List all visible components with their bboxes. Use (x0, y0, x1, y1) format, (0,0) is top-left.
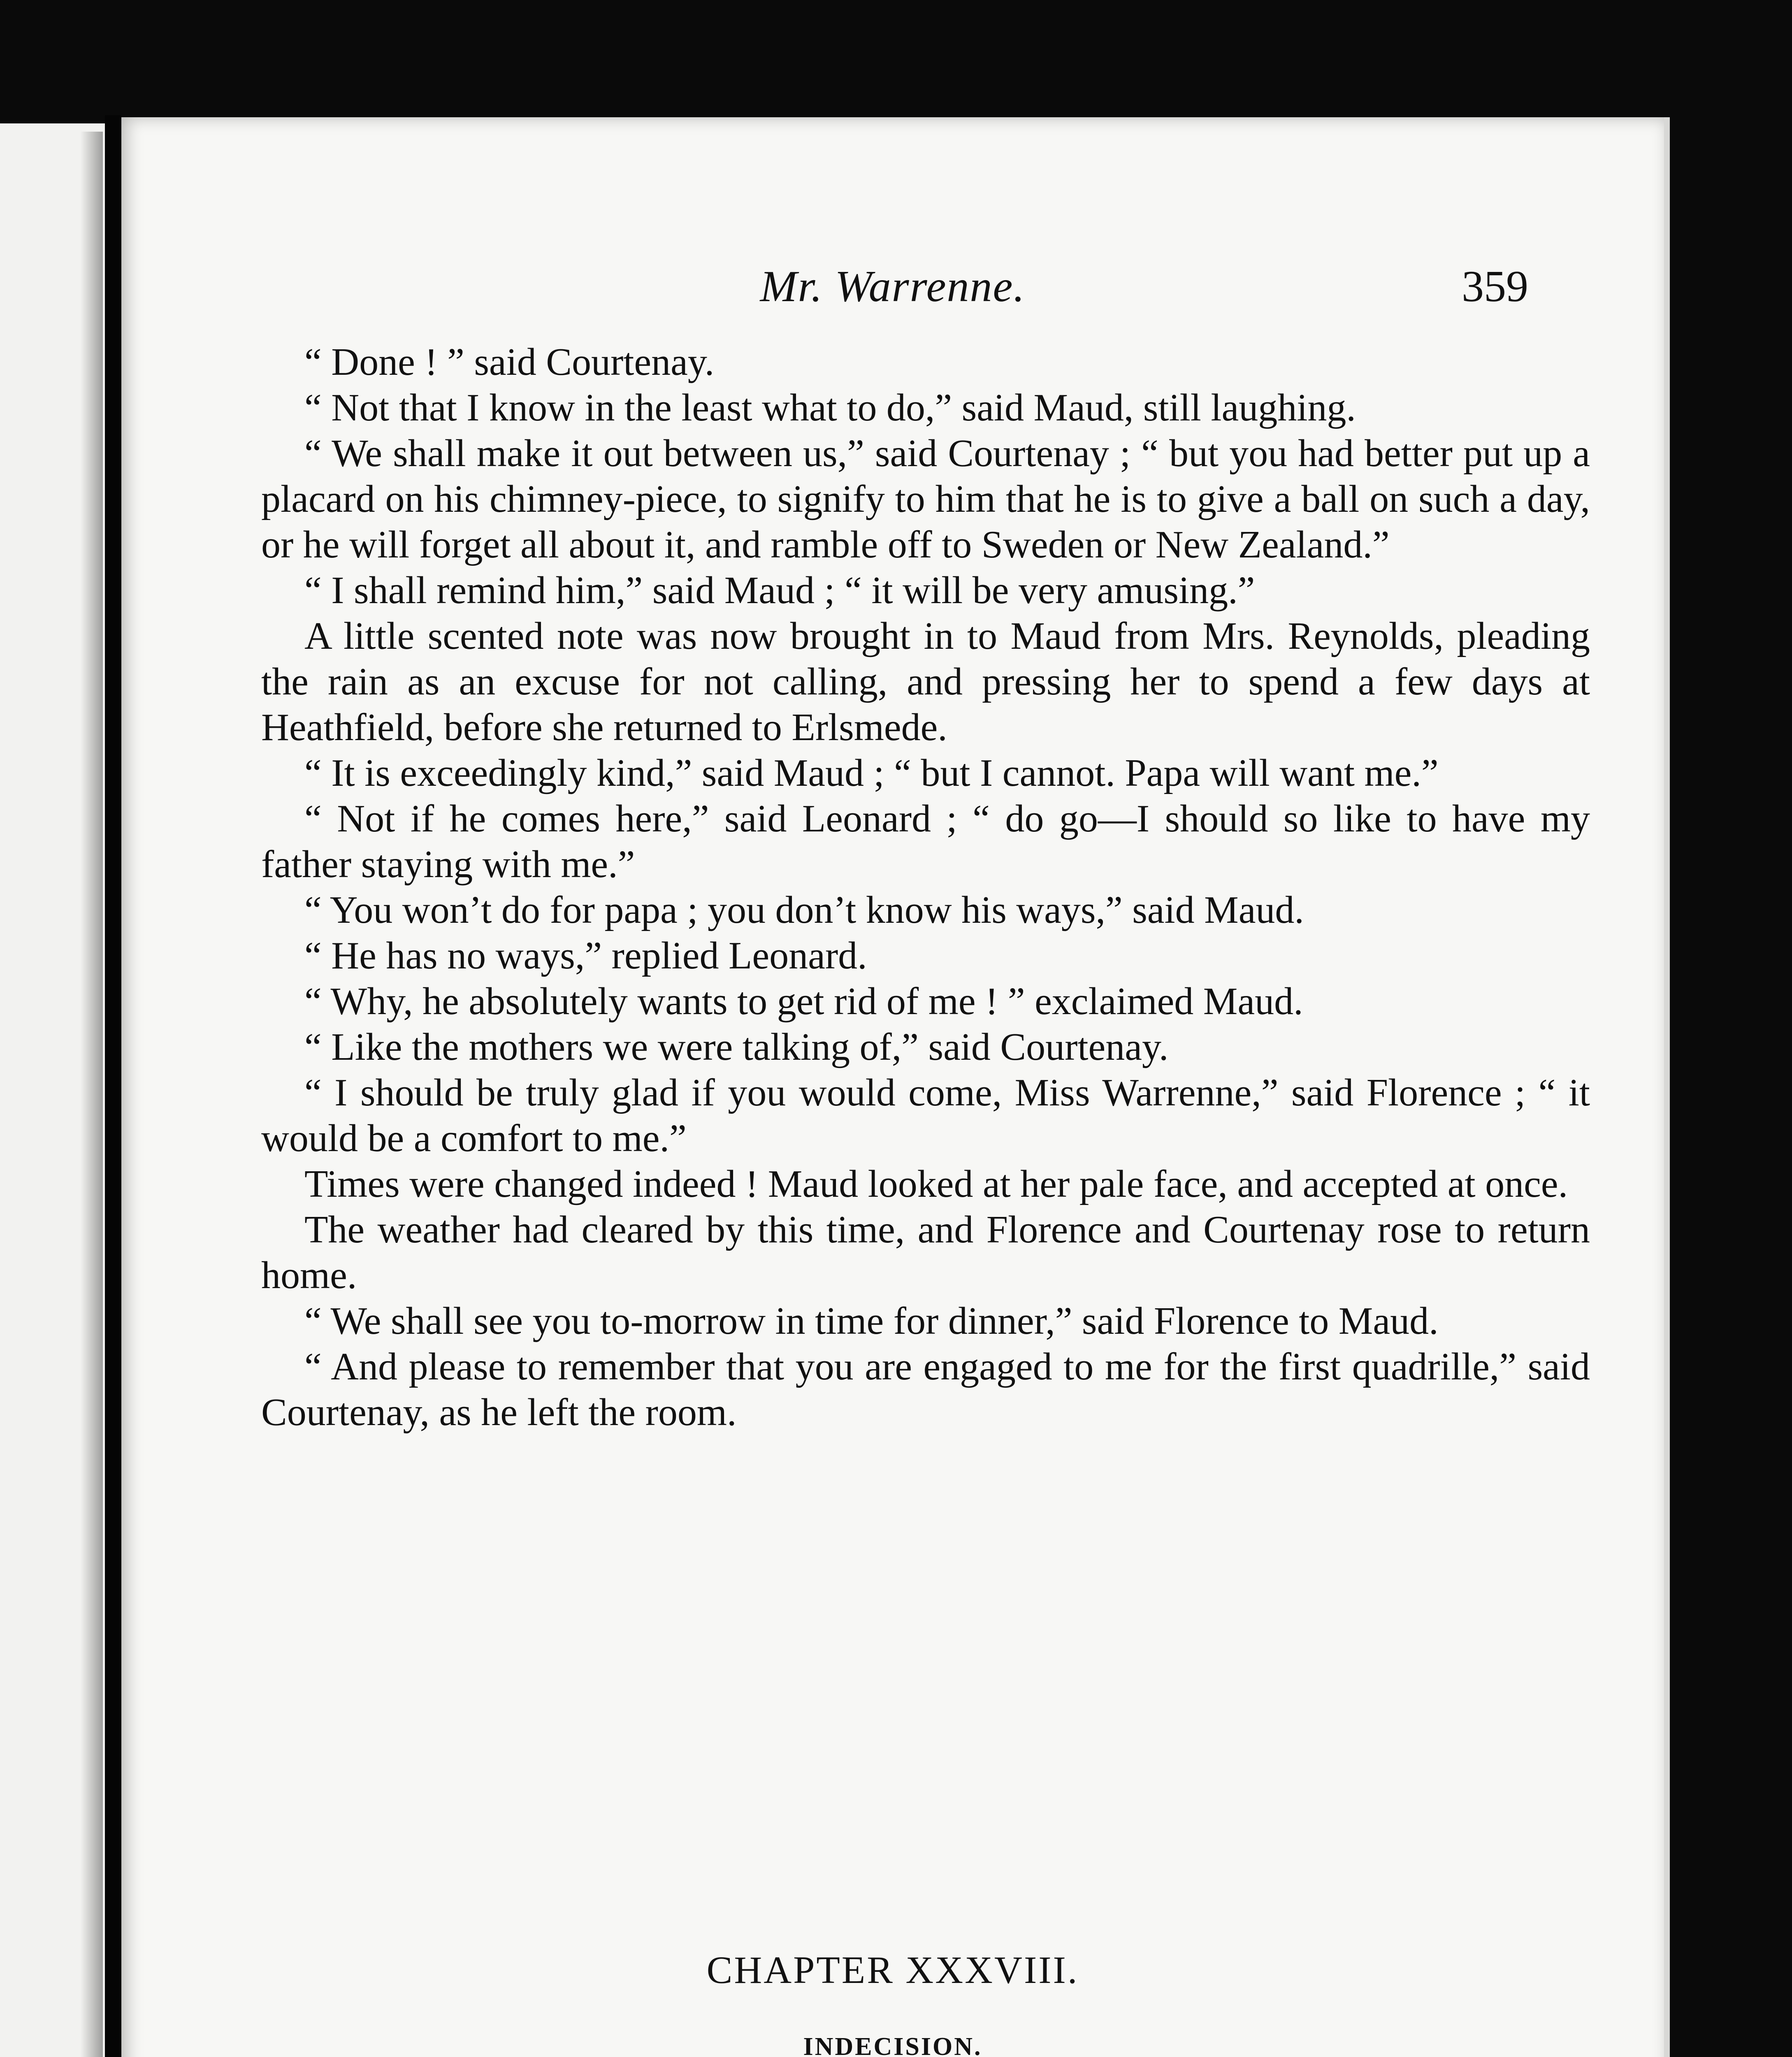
paragraph: “ Why, he absolutely wants to get rid of me ! ” exclaimed Maud. (304, 980, 1303, 1023)
paragraph: “ I shall remind him,” said Maud ; “ it will be very amusing.” (304, 569, 1255, 612)
paragraph: “ It is exceedingly kind,” said Maud ; “ but I cannot. Papa will want me.” (304, 752, 1439, 794)
paragraph: “ And please to remember that you are engaged to me for the first quadrille,” said Courtenay, as he left the room. (261, 1345, 1590, 1434)
chapter-subtitle: INDECISION. (803, 2033, 982, 2057)
left-page-shadow (80, 132, 103, 2057)
running-title: Mr. Warrenne. (760, 262, 1026, 311)
chapter-title: CHAPTER XXXVIII. (706, 1949, 1079, 1992)
page-header (121, 261, 1664, 323)
paragraph: The weather had cleared by this time, and Florence and Courtenay rose to return home. (261, 1208, 1590, 1297)
body-text-before-chapter (261, 339, 1590, 1435)
book-page (121, 117, 1670, 2057)
paragraph: “ He has no ways,” replied Leonard. (304, 934, 867, 977)
paragraph: “ We shall see you to-morrow in time for dinner,” said Florence to Maud. (304, 1300, 1439, 1342)
paragraph: A little scented note was now brought in to Maud from Mrs. Reynolds, pleading the rain as an excuse for not calling, and pressing her to spend a few days at Heathfield, before she returned to Erlsmede. (261, 615, 1590, 749)
page-number: 359 (1462, 262, 1528, 311)
paragraph: “ Done ! ” said Courtenay. (304, 341, 715, 383)
paragraph: “ We shall make it out between us,” said Courtenay ; “ but you had better put up a placard on his chimney-piece, to signify to him that he is to give a ball on such a day, or he will forget all about it, and ramble off to Sweden or New Zealand.” (261, 432, 1590, 566)
paragraph: “ I should be truly glad if you would come, Miss Warrenne,” said Florence ; “ it would be a comfort to me.” (261, 1071, 1590, 1160)
paragraph: “ Not if he comes here,” said Leonard ; “ do go—I should so like to have my father staying with me.” (261, 797, 1590, 886)
paragraph: “ Like the mothers we were talking of,” said Courtenay. (304, 1026, 1169, 1068)
book-gutter (105, 115, 121, 2057)
paragraph: “ You won’t do for papa ; you don’t know his ways,” said Maud. (304, 889, 1304, 931)
paragraph: Times were changed indeed ! Maud looked at her pale face, and accepted at once. (304, 1163, 1568, 1205)
paragraph: “ Not that I know in the least what to do,” said Maud, still laughing. (304, 386, 1356, 429)
